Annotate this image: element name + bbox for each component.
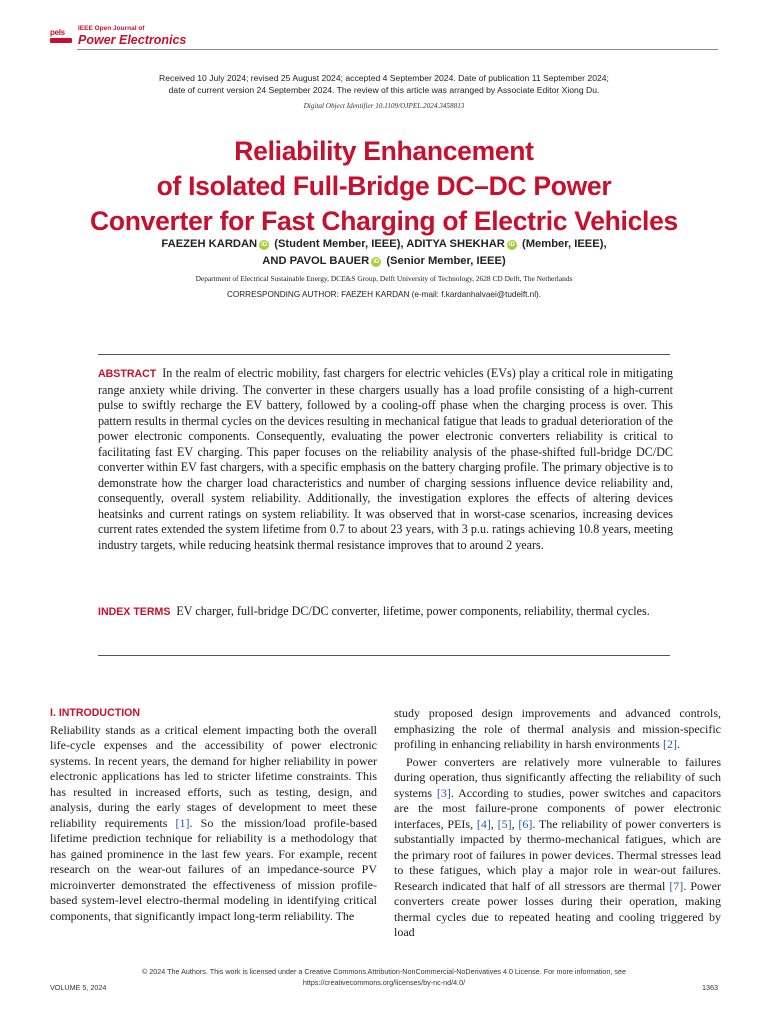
journal-title-small: IEEE Open Journal of: [78, 25, 145, 32]
section-heading: I. INTRODUCTION: [50, 707, 141, 719]
paragraph-text: . According to studies, power switches and capacitors are the most failure-prone components of power electronic interfaces, PEIs,: [394, 785, 721, 831]
paragraph-text: study proposed design improvements and advanced controls, emphasizing the role of thermal analysis and mission-specific profiling in enhancing reliability in harsh environments: [394, 706, 721, 751]
paragraph-text: Power converters are relatively more vulnerable to failures during operation, thus significantly affecting the reliability of such systems: [394, 754, 721, 800]
license-line-1: © 2024 The Authors. This work is licensed under a Creative Commons Attribution-NonCommercial-NoDerivatives 4.0 License. For more information, see: [141, 967, 626, 976]
paragraph-text: Reliability stands as a critical element impacting both the overall life-cycle expenses and the accessibility of power electronic systems. In recent years, the demand for higher reliability in power electronic applications has led to stricter lifetime constraints. This has resulted in increased efforts, such as testing, design, and analysis, during the early stages of development to meet these reliability requirements: [50, 722, 377, 830]
paragraph-text: .: [676, 737, 680, 751]
title-line-1: Reliability Enhancement: [234, 136, 534, 166]
paragraph-text: . The reliability of power converters is substantially impacted by thermo-mechanical fatigues, which are the primary root of failures in power devices. Thermal stresses lead to these fatigues, which play a major role in wear-out failures. Research indicated that half of all stressors are thermal: [394, 816, 722, 893]
received-dates: [60, 72, 708, 96]
body-paragraph: [50, 723, 377, 925]
citation-link[interactable]: [6]: [518, 816, 533, 831]
citation-link[interactable]: [5]: [497, 816, 512, 831]
author-role: (Student Member, IEEE),: [271, 238, 407, 250]
pels-logo: [50, 28, 72, 44]
abstract-text: In the realm of electric mobility, fast chargers for electric vehicles (EVs) play a critical role in mitigating range anxiety while driving. The converter in these chargers usually has a load profile consisting of a high-current pulse to swiftly recharge the EV battery, followed by a cooling-off phase when the charging process is over. This pattern results in thermal cycles on the devices resulting in mechanical fatigue that leads to gradual deterioration of the power electronic components. Consequently, evaluating the power electronic converters reliability is critical to facilitating fast EV charging. This paper focuses on the reliability analysis of the phase-shifted full-bridge DC/DC converter within EV fast chargers, with a specific emphasis on the battery charging profile. The primary objective is to demonstrate how the charger load characteristics and number of charging sessions influence device reliability and, consequently, overall system reliability. Additionally, the investigation explores the effects of altering devices heatsinks and current ratings on system reliability. It was observed that in worst-case scenarios, increasing devices current rates extended the system lifetime from 0.7 to about 23 years, with 3 p.u. ratings achieving 10.8 years, meeting industry targets, while reducing heatsink thermal resistance improves that to around 2 years.: [98, 366, 673, 552]
orcid-icon[interactable]: iD: [508, 242, 515, 248]
author-name: AND PAVOL BAUER: [262, 255, 370, 267]
abstract-rule-top: [98, 354, 670, 355]
index-terms: [98, 603, 673, 620]
paragraph-text: . So the mission/load profile-based lifetime prediction technique for reliability is a methodology that has gained prominence in the last few years. For example, recent research on the wear-out failures of an impedance-source PV microinverter demonstrated the effectiveness of mission profile-based system-level electro-thermal modeling in identifying critical components, that significantly impact long-term reliability. The: [50, 815, 378, 923]
author-list: [40, 236, 728, 270]
paragraph-text: ,: [490, 816, 498, 831]
license-url[interactable]: https://creativecommons.org/licenses/by-nc-nd/4.0/: [302, 978, 466, 987]
corresponding-author: CORRESPONDING AUTHOR: FAEZEH KARDAN (e-mail: f.kardanhalvaei@tudelft.nl).: [226, 290, 542, 299]
body-column-right: [394, 706, 721, 941]
author-name: ADITYA SHEKHAR: [406, 238, 505, 250]
citation-link[interactable]: [1]: [175, 815, 190, 830]
orcid-icon[interactable]: iD: [373, 259, 380, 265]
abstract: [98, 366, 673, 553]
abstract-label: ABSTRACT: [98, 368, 157, 380]
paragraph-text: ,: [511, 816, 519, 831]
received-line-1: Received 10 July 2024; revised 25 August 2024; accepted 4 September 2024. Date of publication 11 September 2024;: [159, 73, 609, 83]
body-paragraph: [394, 755, 721, 941]
doi: Digital Object Identifier 10.1109/OJPEL.2024.3458813: [303, 102, 465, 110]
author-role: (Member, IEEE),: [518, 238, 607, 250]
journal-title-name: Power Electronics: [78, 32, 187, 47]
journal-header: [50, 26, 186, 46]
author-role: (Senior Member, IEEE): [383, 255, 506, 267]
citation-link[interactable]: [3]: [436, 785, 451, 800]
orcid-icon[interactable]: iD: [261, 242, 268, 248]
journal-title: [78, 26, 186, 46]
citation-link[interactable]: [4]: [476, 816, 491, 831]
title-line-3: Converter for Fast Charging of Electric Vehicles: [90, 206, 678, 236]
author-name: FAEZEH KARDAN: [161, 238, 258, 250]
citation-link[interactable]: [2]: [662, 737, 677, 751]
affiliation: Department of Electrical Sustainable Energy, DCE&S Group, Delft University of Technology, 2628 CD Delft, The Netherlands: [195, 274, 573, 283]
citation-link[interactable]: [7]: [669, 878, 684, 893]
pels-logo-text: pels: [50, 28, 65, 37]
license-notice: [60, 966, 708, 988]
abstract-rule-bottom: [98, 655, 670, 656]
title-line-2: of Isolated Full-Bridge DC–DC Power: [156, 171, 612, 201]
volume-label: VOLUME 5, 2024: [50, 983, 107, 992]
paper-title: [40, 134, 728, 239]
index-terms-label: INDEX TERMS: [98, 606, 171, 618]
pels-logo-bar: [50, 38, 72, 43]
index-terms-text: EV charger, full-bridge DC/DC converter, lifetime, power components, reliability, thermal cycles.: [176, 604, 650, 618]
header-rule: [77, 49, 718, 50]
paragraph-text: . Power converters create power losses during their operation, making thermal cycles due to repeated heating and cooling triggered by load: [394, 878, 721, 939]
body-column-left: [50, 706, 377, 924]
body-paragraph: [394, 706, 721, 753]
page-number: 1363: [702, 983, 718, 992]
received-line-2: date of current version 24 September 2024. The review of this article was arranged by Associate Editor Xiong Du.: [168, 85, 600, 95]
